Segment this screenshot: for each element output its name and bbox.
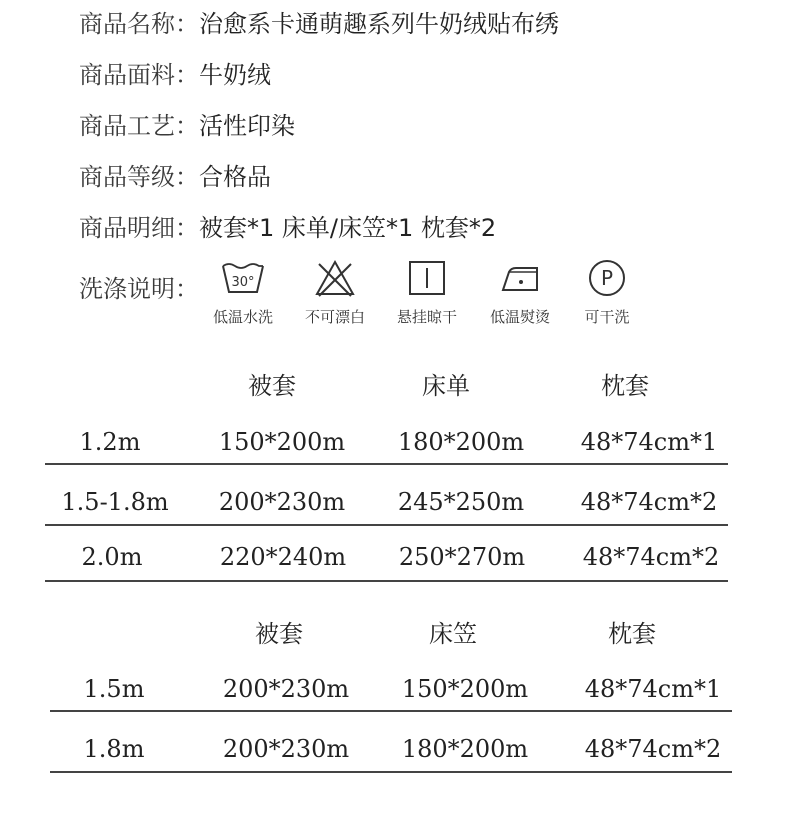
table-cell: 250*270m	[398, 543, 526, 571]
table1-header-sheet: 床单	[422, 372, 470, 400]
table-cell: 48*74cm*2	[582, 543, 720, 571]
wash-item-low-temp-wash	[193, 258, 293, 327]
info-label: 商品明细：	[79, 214, 199, 242]
table-cell: 180*200m	[397, 428, 525, 456]
row-divider	[45, 580, 728, 582]
table-cell: 1.2m	[79, 428, 141, 456]
table1-header-duvet: 被套	[248, 372, 296, 400]
table1-header-pillowcase: 枕套	[601, 372, 649, 400]
table2-header-fitted-sheet: 床笠	[429, 620, 477, 648]
wash-item-no-bleach	[285, 258, 385, 327]
table-cell: 48*74cm*1	[580, 428, 718, 456]
table2-header-pillowcase: 枕套	[608, 620, 656, 648]
info-value: 牛奶绒	[199, 61, 271, 89]
info-row-details	[79, 213, 496, 243]
info-label: 商品等级：	[79, 163, 199, 191]
wash-caption: 可干洗	[584, 308, 630, 326]
info-label: 商品名称：	[79, 10, 199, 38]
dry-clean-p-icon	[582, 258, 632, 298]
wash-caption: 悬挂晾干	[396, 308, 457, 326]
info-value: 被套*1 床单/床笠*1 枕套*2	[199, 214, 497, 242]
row-divider	[45, 463, 728, 465]
wash-caption: 低温水洗	[212, 308, 273, 326]
table-cell: 1.8m	[83, 735, 145, 763]
wash-item-hang-dry	[377, 258, 477, 327]
dry-clean-letter: P	[600, 266, 614, 290]
info-row-name	[79, 9, 559, 39]
row-divider	[50, 710, 732, 712]
hang-dry-icon	[402, 258, 452, 298]
table-cell: 200*230m	[222, 675, 350, 703]
wash-caption: 低温熨烫	[489, 308, 550, 326]
info-row-grade	[79, 162, 271, 192]
info-label: 商品面料：	[79, 61, 199, 89]
table-cell: 48*74cm*2	[580, 488, 718, 516]
info-row-fabric	[79, 60, 271, 90]
info-label: 商品工艺：	[79, 112, 199, 140]
wash-label: 洗涤说明：	[79, 275, 199, 303]
row-divider	[50, 771, 732, 773]
table-cell: 200*230m	[218, 488, 346, 516]
table-cell: 180*200m	[401, 735, 529, 763]
iron-low-icon	[495, 258, 545, 298]
table-cell: 48*74cm*2	[584, 735, 722, 763]
washtub-30-icon	[218, 258, 268, 298]
table-cell: 220*240m	[219, 543, 347, 571]
row-divider	[45, 524, 728, 526]
table-cell: 1.5m	[83, 675, 145, 703]
table-cell: 200*230m	[222, 735, 350, 763]
info-value: 合格品	[199, 163, 271, 191]
info-value: 治愈系卡通萌趣系列牛奶绒贴布绣	[199, 10, 559, 38]
table-cell: 245*250m	[397, 488, 525, 516]
table-cell: 2.0m	[81, 543, 143, 571]
info-value: 活性印染	[199, 112, 295, 140]
no-bleach-icon	[310, 258, 360, 298]
table2-header-duvet: 被套	[255, 620, 303, 648]
table-cell: 150*200m	[218, 428, 346, 456]
wash-caption: 不可漂白	[304, 308, 365, 326]
wash-item-iron-low	[470, 258, 570, 327]
washtub-temperature: 30°	[231, 275, 255, 290]
wash-item-dry-clean	[557, 258, 657, 327]
info-row-craft	[79, 111, 295, 141]
table-cell: 1.5-1.8m	[61, 488, 169, 516]
table-cell: 48*74cm*1	[584, 675, 722, 703]
table-cell: 150*200m	[401, 675, 529, 703]
